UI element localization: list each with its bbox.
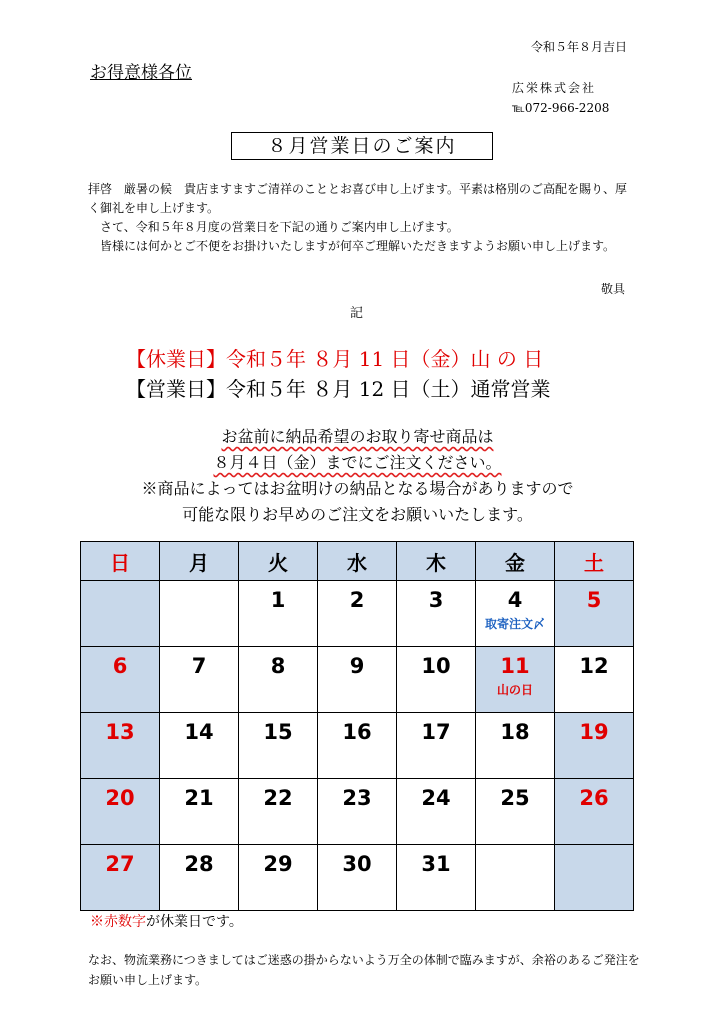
calendar-day-cell (397, 647, 476, 713)
day-number: 18 (500, 720, 530, 744)
calendar-day-cell (476, 713, 555, 779)
calendar-day-cell (397, 581, 476, 647)
day-number: 7 (191, 654, 207, 678)
calendar-day-cell (239, 713, 318, 779)
weekday-mon: 月 (160, 542, 239, 581)
calendar-body (81, 581, 634, 911)
calendar-day-cell (160, 845, 239, 911)
order-notice (0, 424, 715, 528)
calendar-day-cell (397, 713, 476, 779)
calendar-day-cell (318, 647, 397, 713)
notice-line-4: 可能な限りお早めのご注文をお願いいたします。 (182, 505, 533, 524)
day-number: 25 (500, 786, 530, 810)
day-number: 23 (342, 786, 372, 810)
legend-note (90, 911, 243, 931)
calendar-day-cell (318, 581, 397, 647)
day-number: 3 (428, 588, 444, 612)
calendar-day-cell (81, 779, 160, 845)
calendar-day-cell (555, 779, 634, 845)
august-calendar (80, 541, 634, 911)
calendar-week-row (81, 713, 634, 779)
day-number: 5 (586, 588, 602, 612)
day-number: 27 (105, 852, 135, 876)
company-name: 広栄株式会社 (512, 81, 597, 95)
day-number: 16 (342, 720, 372, 744)
notice-line-1: お盆前に納品希望のお取り寄せ商品は (221, 427, 494, 446)
footer-note: なお、物流業務につきましてはご迷惑の掛からないよう万全の体制で臨みますが、余裕のあるご発注をお願い申し上げます。 (88, 953, 640, 987)
greeting-body (88, 180, 633, 256)
calendar-day-cell (239, 845, 318, 911)
notice-line-2: ８月４日（金）までにご注文ください。 (213, 453, 502, 472)
calendar-day-cell (81, 647, 160, 713)
day-number: 21 (184, 786, 214, 810)
calendar-day-cell (397, 845, 476, 911)
calendar-day-cell (160, 647, 239, 713)
calendar-week-row (81, 647, 634, 713)
weekday-sun: 日 (81, 542, 160, 581)
legend-red-part: ※赤数字 (90, 914, 146, 930)
company-block (512, 78, 609, 118)
day-note: 取寄注文〆 (484, 617, 545, 631)
weekday-tue: 火 (239, 542, 318, 581)
calendar-day-cell (318, 713, 397, 779)
day-number: 29 (263, 852, 293, 876)
day-number: 11 (500, 654, 530, 678)
calendar-day-cell (555, 581, 634, 647)
day-note: 山の日 (496, 683, 533, 697)
notice-line-3: ※商品によってはお盆明けの納品となる場合がありますので (141, 479, 574, 498)
day-number: 19 (579, 720, 609, 744)
calendar-day-cell (476, 845, 555, 911)
day-number: 20 (105, 786, 135, 810)
calendar-day-cell (81, 845, 160, 911)
day-number: 28 (184, 852, 214, 876)
day-number: 9 (349, 654, 365, 678)
day-number: 14 (184, 720, 214, 744)
weekday-fri: 金 (476, 542, 555, 581)
ki-mark: 記 (350, 306, 364, 321)
addressee: お得意様各位 (90, 63, 192, 83)
calendar-day-cell (476, 581, 555, 647)
calendar-week-row (81, 581, 634, 647)
greeting-paragraph-2: さて、令和５年８月度の営業日を下記の通りご案内申し上げます。 (88, 220, 459, 234)
day-number: 6 (112, 654, 128, 678)
day-number: 26 (579, 786, 609, 810)
day-number: 22 (263, 786, 293, 810)
holiday-announcement: 【休業日】令和５年 ８月 11 日（金）山 の 日 (126, 347, 544, 371)
calendar-day-cell (239, 581, 318, 647)
calendar-day-cell (318, 779, 397, 845)
day-number: 15 (263, 720, 293, 744)
calendar-day-cell (476, 647, 555, 713)
calendar-day-cell (476, 779, 555, 845)
calendar-day-cell (397, 779, 476, 845)
day-number: 31 (421, 852, 451, 876)
company-tel: ℡072-966-2208 (512, 101, 610, 115)
calendar-week-row (81, 779, 634, 845)
document-title: ８月営業日のご案内 (231, 132, 493, 160)
day-number: 1 (270, 588, 286, 612)
day-number: 17 (421, 720, 451, 744)
day-number: 12 (579, 654, 609, 678)
day-number: 2 (349, 588, 365, 612)
calendar-day-cell (160, 581, 239, 647)
day-number: 8 (270, 654, 286, 678)
weekday-header-row (81, 542, 634, 581)
day-number: 10 (421, 654, 451, 678)
weekday-thu: 木 (397, 542, 476, 581)
greeting-paragraph-1: 拝啓 厳暑の候 貴店ますますご清祥のこととお喜び申し上げます。平素は格別のご高配を賜り、厚く御礼を申し上げます。 (88, 182, 628, 215)
day-number: 30 (342, 852, 372, 876)
calendar-day-cell (81, 581, 160, 647)
day-number: 13 (105, 720, 135, 744)
calendar-day-cell (160, 713, 239, 779)
closing-word: 敬具 (600, 282, 625, 296)
legend-rest: が休業日です。 (146, 914, 243, 930)
calendar-day-cell (81, 713, 160, 779)
calendar-day-cell (555, 647, 634, 713)
calendar-day-cell (318, 845, 397, 911)
document-date: 令和５年８月吉日 (530, 40, 627, 54)
weekday-sat: 土 (555, 542, 634, 581)
greeting-paragraph-3: 皆様には何かとご不便をお掛けいたしますが何卒ご理解いただきますようお願い申し上げます。 (88, 239, 616, 253)
calendar-day-cell (239, 779, 318, 845)
business-day-announcement: 【営業日】令和５年 ８月 12 日（土）通常営業 (126, 377, 551, 401)
calendar-week-row (81, 845, 634, 911)
calendar-day-cell (555, 713, 634, 779)
day-number: 4 (507, 588, 523, 612)
calendar-day-cell (160, 779, 239, 845)
day-number: 24 (421, 786, 451, 810)
weekday-wed: 水 (318, 542, 397, 581)
calendar-day-cell (555, 845, 634, 911)
calendar-day-cell (239, 647, 318, 713)
